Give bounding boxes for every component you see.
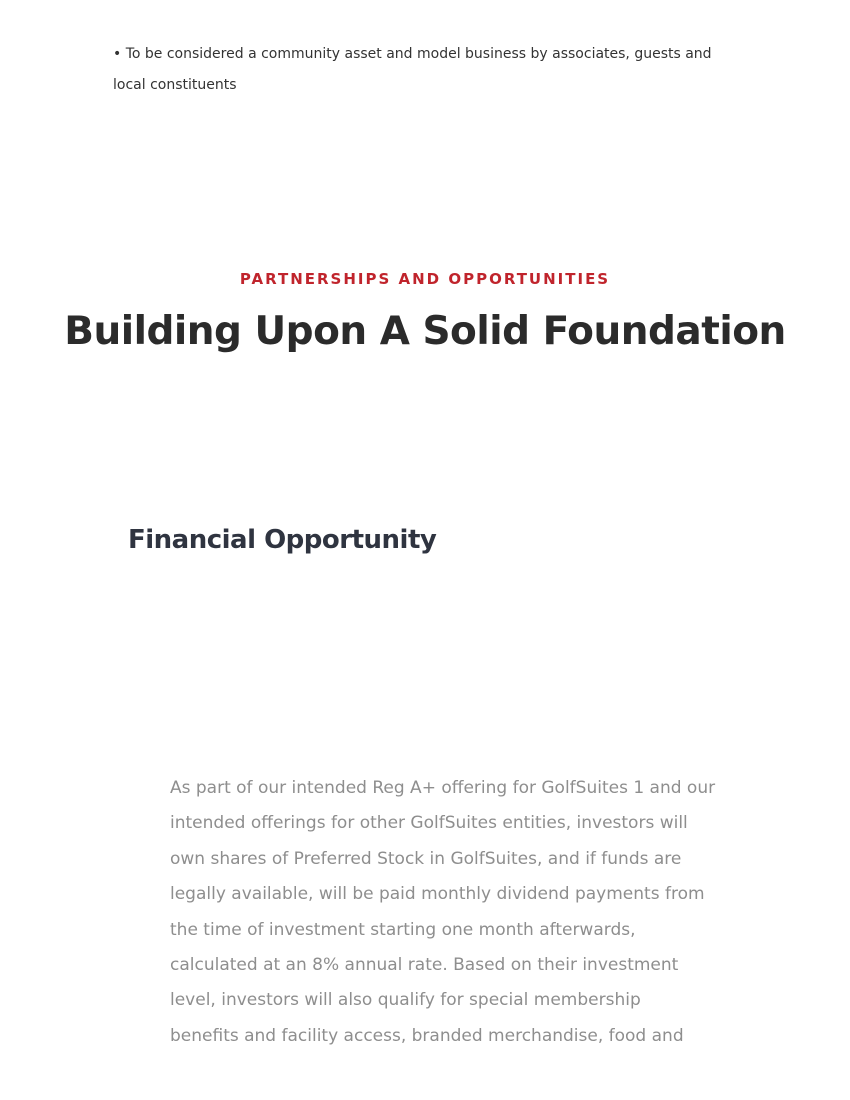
paragraph-line: As part of our intended Reg A+ offering for GolfSuites 1 and our (170, 778, 716, 798)
section-eyebrow: PARTNERSHIPS AND OPPORTUNITIES (239, 270, 611, 288)
paragraph-line: the time of investment starting one month afterwards, (170, 919, 636, 940)
paragraph-line: own shares of Preferred Stock in GolfSuites, and if funds are (170, 848, 682, 869)
page-title: Building Upon A Solid Foundation (64, 309, 786, 354)
paragraph-line: intended offerings for other GolfSuites entities, investors will (170, 813, 688, 834)
paragraph-line: calculated at an 8% annual rate. Based on their investment (170, 955, 679, 976)
section-body-paragraph (170, 771, 716, 1054)
section-heading: Financial Opportunity (128, 525, 437, 555)
bullet-list-item: • To be considered a community asset and model business by associates, guests and local constituents (113, 46, 712, 93)
paragraph-line: benefits and facility access, branded merchandise, food and (170, 1025, 684, 1046)
paragraph-line: legally available, will be paid monthly dividend payments from (170, 884, 705, 905)
paragraph-line: level, investors will also qualify for special membership (170, 990, 641, 1011)
